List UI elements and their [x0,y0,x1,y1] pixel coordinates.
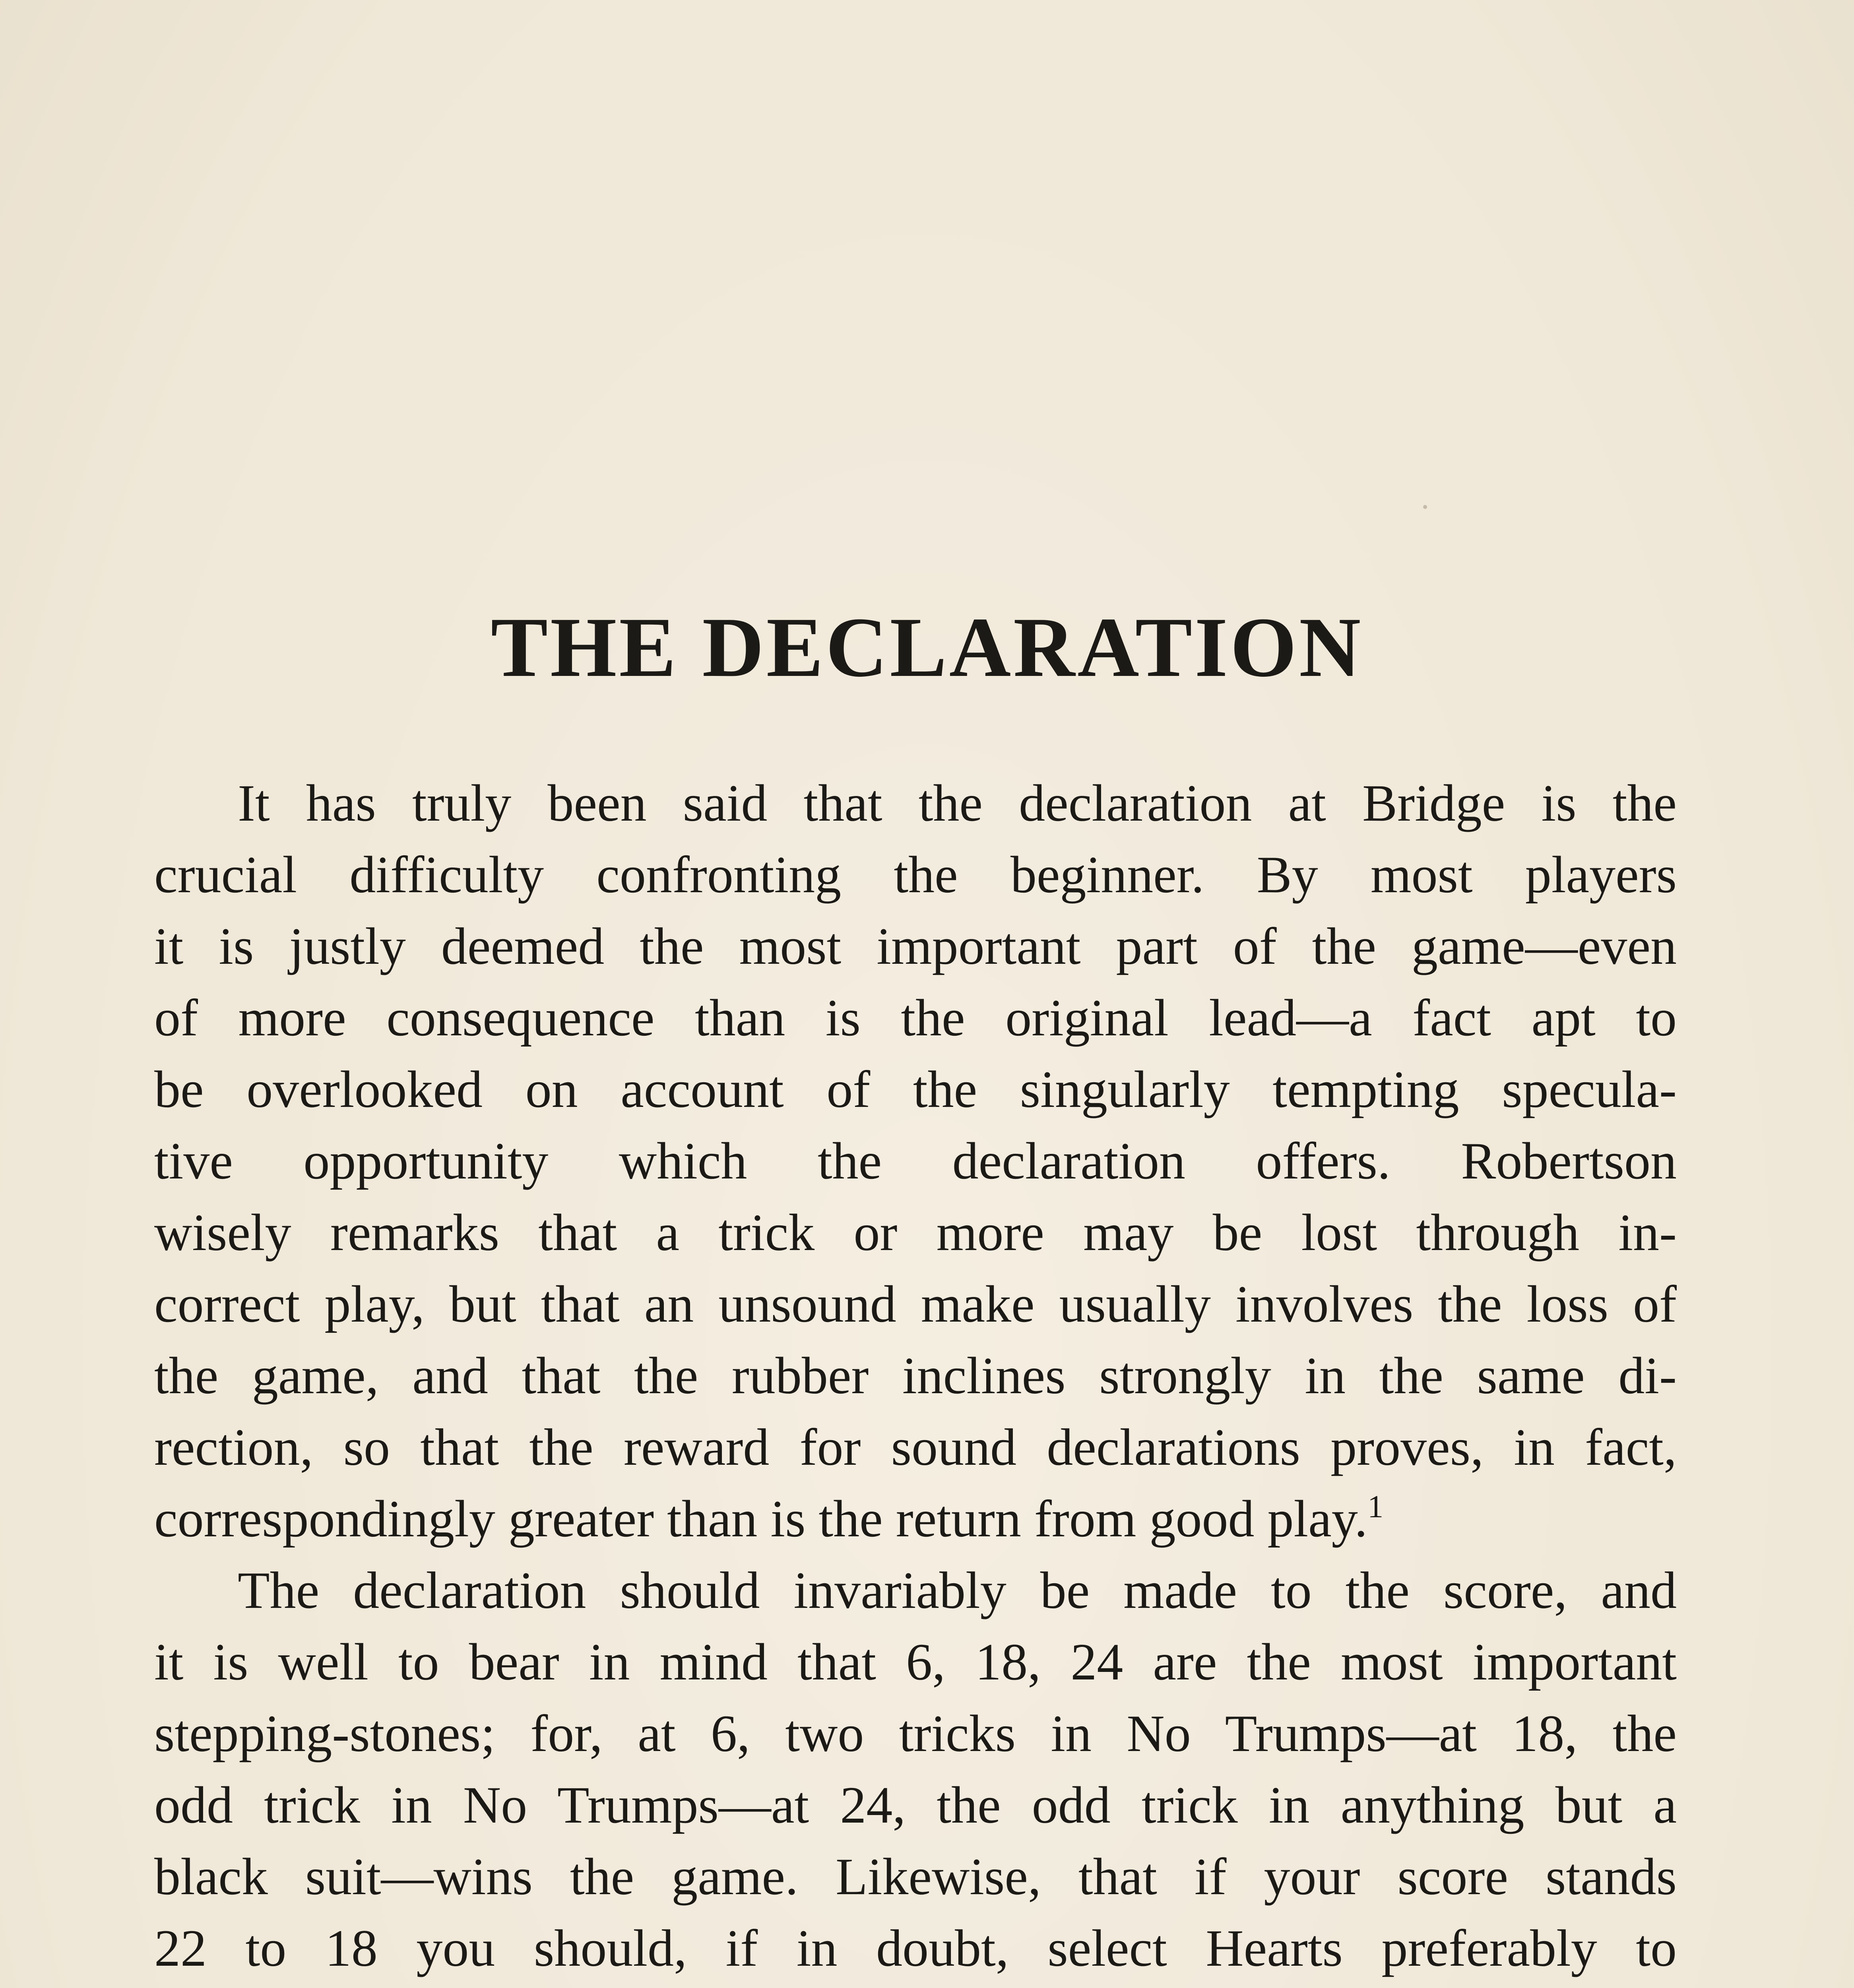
text-line: tive opportunity which the declaration offers. Robertson [154,1132,1677,1190]
text-line: correct play, but that an unsound make usually involves the loss of [154,1275,1677,1333]
text-line: be overlooked on account of the singularly tempting specula- [154,1060,1677,1118]
text-line: black suit—wins the game. Likewise, that if your score stands [154,1847,1677,1906]
text-fragment: correspondingly greater than is the return from good play. [154,1489,1368,1548]
text-line [154,1483,1677,1555]
body-text [154,767,1677,1988]
text-line: odd trick in No Trumps—at 24, the odd trick in anything but a [154,1776,1677,1834]
text-line: stepping-stones; for, at 6, two tricks in No Trumps—at 18, the [154,1704,1677,1763]
text-line: wisely remarks that a trick or more may be lost through in- [154,1203,1677,1262]
text-line: It has truly been said that the declaration at Bridge is the [238,774,1677,832]
text-line: 22 to 18 you should, if in doubt, select Hearts preferably to [154,1919,1677,1977]
text-line: rection, so that the reward for sound declarations proves, in fact, [154,1418,1677,1476]
text-line [154,1984,1677,1988]
text-line: it is well to bear in mind that 6, 18, 24 are the most important [154,1633,1677,1691]
text-line: crucial difficulty confronting the beginner. By most players [154,845,1677,904]
footnote-marker: 1 [1367,1489,1384,1524]
paper-speck [1423,505,1427,509]
text-line: of more consequence than is the original lead—a fact apt to [154,988,1677,1047]
text-line: the game, and that the rubber inclines strongly in the same di- [154,1346,1677,1405]
text-line: The declaration should invariably be made to the score, and [238,1561,1677,1619]
text-line: it is justly deemed the most important part of the game—even [154,917,1677,975]
chapter-title: THE DECLARATION [491,600,1363,695]
